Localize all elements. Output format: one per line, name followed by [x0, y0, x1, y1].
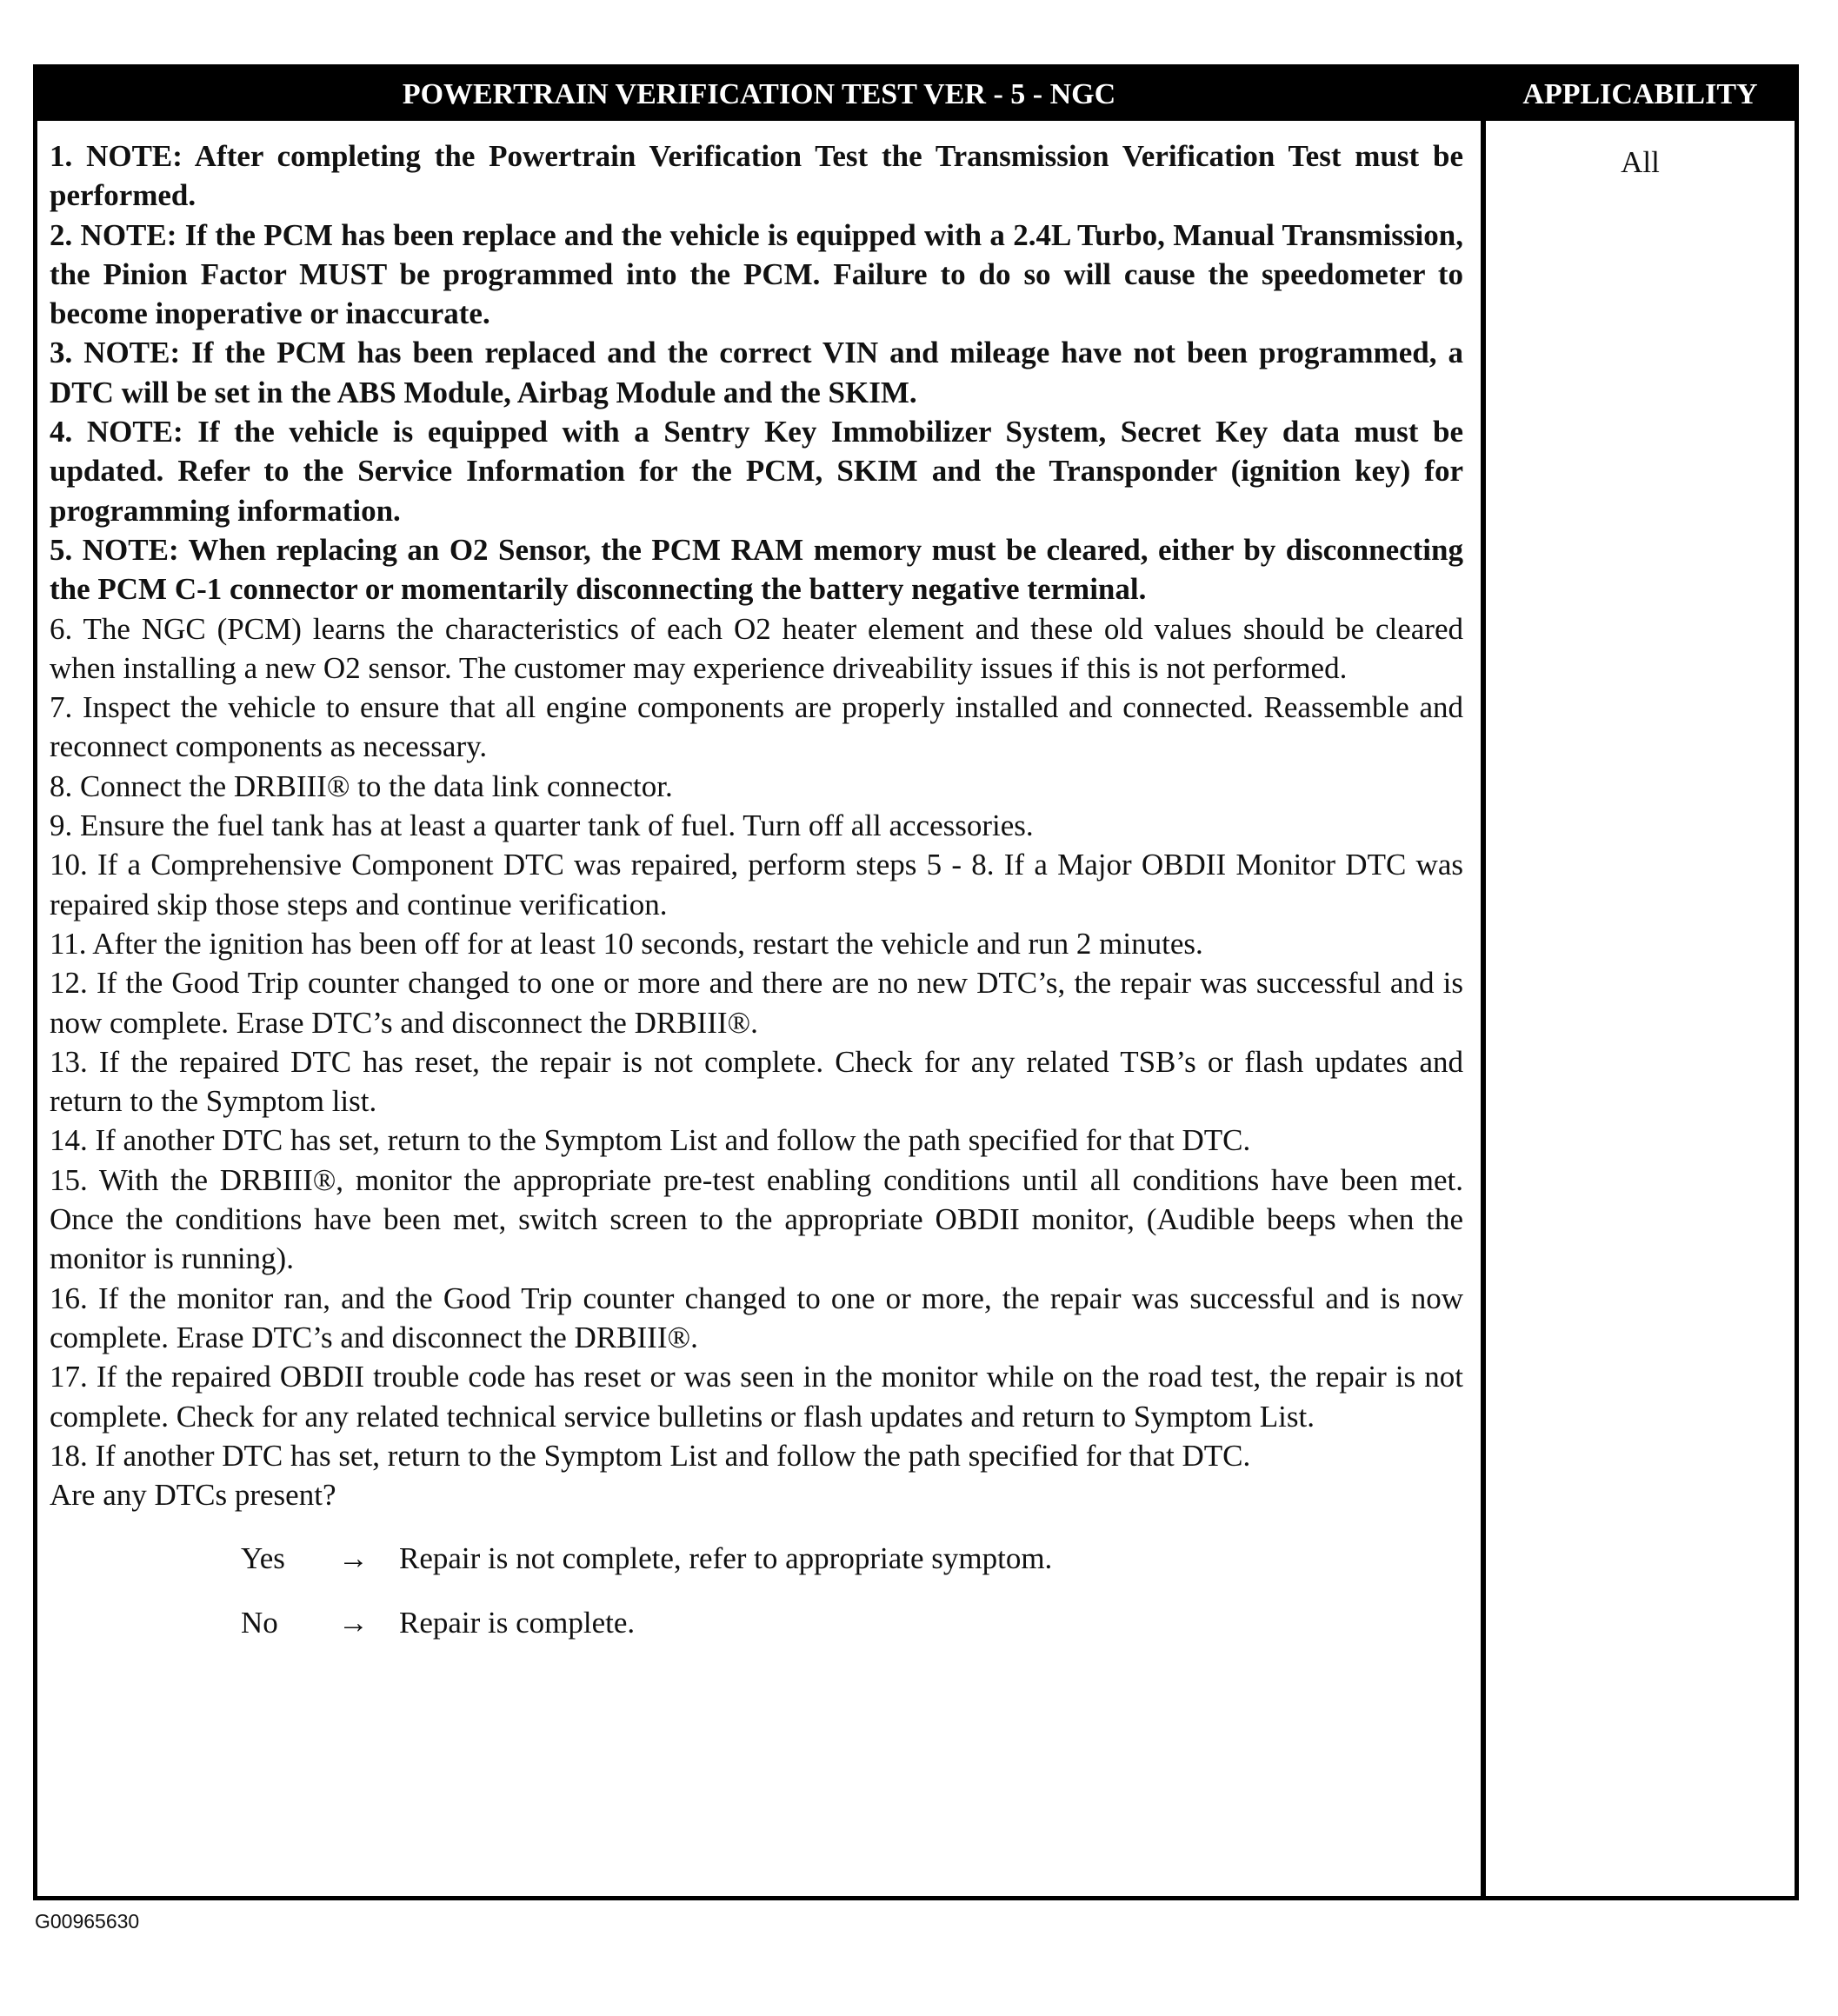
step-10: 10. If a Comprehensive Component DTC was repaired, perform steps 5 - 8. If a Major OBDII Monitor DTC was repaired skip those steps and continue verification. [50, 848, 1463, 922]
step-note-3: 3. NOTE: If the PCM has been replaced and the correct VIN and mileage have not been programmed, a DTC will be set in the ABS Module, Airbag Module and the SKIM. [50, 336, 1463, 409]
table-header [37, 69, 1795, 121]
step-6: 6. The NGC (PCM) learns the characteristics of each O2 heater element and these old values should be cleared when installing a new O2 sensor. The customer may experience driveability issues if this is not performed. [50, 611, 1463, 685]
answer-no-text: Repair is complete. [399, 1606, 636, 1640]
step-note-5: 5. NOTE: When replacing an O2 Sensor, the PCM RAM memory must be cleared, either by disconnecting the PCM C-1 connector or momentarily disconnecting the battery negative terminal. [50, 532, 1463, 607]
step-9: 9. Ensure the fuel tank has at least a quarter tank of fuel. Turn off all accessories. [50, 808, 1034, 843]
applicability-header: APPLICABILITY [1522, 78, 1758, 110]
step-8: 8. Connect the DRBIII® to the data link connector. [50, 768, 673, 803]
step-note-2: 2. NOTE: If the PCM has been replace and the vehicle is equipped with a 2.4L Turbo, Manual Transmission, the Pinion Factor MUST be programmed into the PCM. Failure to do so will cause the speedometer to become inoperative or inaccurate. [50, 217, 1463, 331]
step-15: 15. With the DRBIII®, monitor the appropriate pre-test enabling conditions until all conditions have been met. Once the conditions have been met, switch screen to the appropriate OBDII monitor, (Audible beeps when the monitor is running). [50, 1162, 1463, 1276]
answer-no-label: No [241, 1606, 278, 1640]
step-14: 14. If another DTC has set, return to the Symptom List and follow the path specified for that DTC. [50, 1123, 1251, 1158]
arrow-right-icon: → [338, 1541, 369, 1576]
step-16: 16. If the monitor ran, and the Good Trip counter changed to one or more, the repair was successful and is now complete. Erase DTC’s and disconnect the DRBIII®. [50, 1281, 1463, 1354]
step-11: 11. After the ignition has been off for at least 10 seconds, restart the vehicle and run 2 minutes. [50, 926, 1203, 961]
step-13: 13. If the repaired DTC has reset, the repair is not complete. Check for any related TSB’s or flash updates and return to the Symptom list. [50, 1044, 1463, 1119]
figure-id: G00965630 [35, 1910, 140, 1933]
answer-list [50, 1539, 1463, 1667]
step-12: 12. If the Good Trip counter changed to one or more and there are no new DTC’s, the repair was successful and is now complete. Erase DTC’s and disconnect the DRBIII®. [50, 966, 1463, 1040]
arrow-right-icon: → [338, 1606, 369, 1640]
answer-yes-text: Repair is not complete, refer to appropriate symptom. [399, 1541, 1053, 1576]
answer-yes [50, 1539, 1463, 1603]
step-17: 17. If the repaired OBDII trouble code has reset or was seen in the monitor while on the road test, the repair is not complete. Check for any related technical service bulletins or flash updates and return to Symptom List. [50, 1360, 1463, 1434]
applicability-value: All [1621, 145, 1660, 179]
step-note-4: 4. NOTE: If the vehicle is equipped with a Sentry Key Immobilizer System, Secret Key data must be updated. Refer to the Service Information for the PCM, SKIM and the Transponder (ignition key) for programming information. [50, 415, 1463, 528]
procedure-steps [50, 136, 1463, 1667]
answer-yes-label: Yes [241, 1541, 285, 1576]
step-18: 18. If another DTC has set, return to the Symptom List and follow the path specified for that DTC. [50, 1438, 1251, 1473]
question-text: Are any DTCs present? [50, 1478, 336, 1513]
answer-no [50, 1603, 1463, 1667]
verification-test-table [33, 64, 1799, 1900]
step-7: 7. Inspect the vehicle to ensure that all engine components are properly installed and connected. Reassemble and reconnect components as necessary. [50, 690, 1463, 764]
step-note-1: 1. NOTE: After completing the Powertrain Verification Test the Transmission Verification Test must be performed. [50, 139, 1463, 213]
column-divider [1481, 121, 1486, 1896]
test-title: POWERTRAIN VERIFICATION TEST VER - 5 - NGC [402, 78, 1116, 110]
